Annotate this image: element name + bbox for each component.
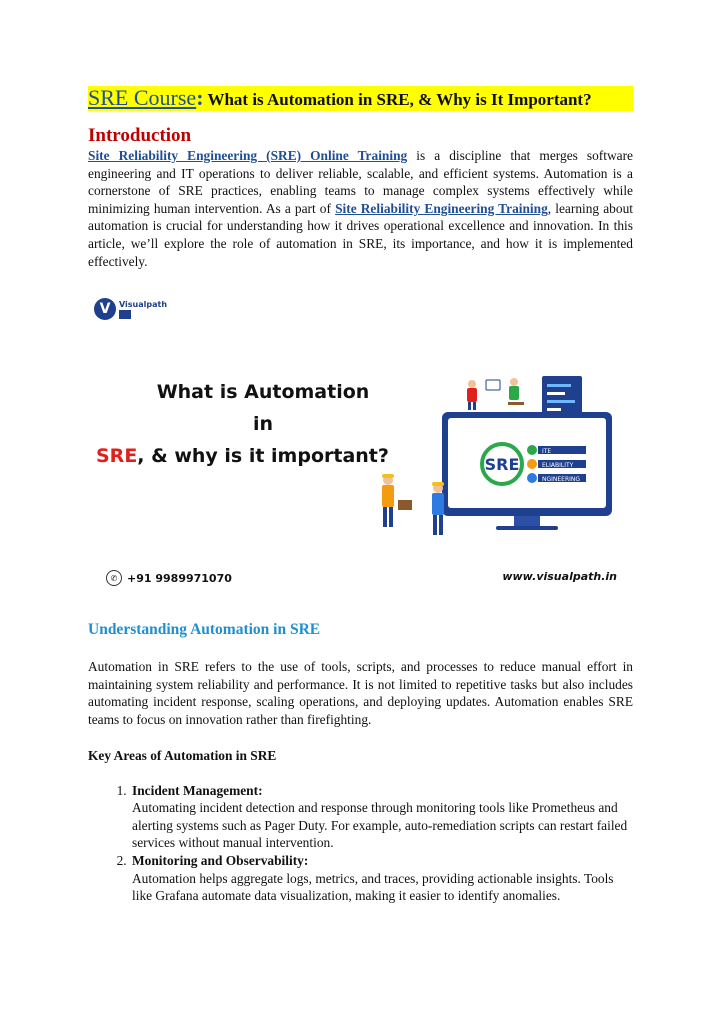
intro-text-2: , learning about automation is crucial for understanding how it drives operational excellence and innovation. In this article, we’ll explore the role of automation in SRE, its importance, and how it is implemented effectively. <box>88 200 633 269</box>
banner-heading-line2: in <box>252 413 274 436</box>
intro-text-1: is a discipline that merges software engineering and IT operations to deliver reliable, scalable, and efficient systems. Automation is a cornerstone of SRE practices, enabling teams to manage complex systems effectively while minimizing human intervention. As a part of <box>88 148 634 216</box>
list-item-desc: Automating incident detection and response through monitoring tools like Prometheus and alerting systems such as Pager Duty. For example, auto-remediation scripts can restart failed services without manual intervention. <box>132 800 628 851</box>
logo-name: Visualpath <box>119 299 168 309</box>
introduction-heading: Introduction <box>88 125 192 146</box>
monitor-sre-text: SRE <box>484 455 520 475</box>
list-item <box>130 852 633 905</box>
understanding-heading: Understanding Automation in SRE <box>88 621 321 639</box>
understanding-paragraph: Automation in SRE refers to the use of tools, scripts, and processes to reduce manual effort in maintaining system reliability and performance. It is not limited to repetitive tasks but also includes automating incident response, scaling operations, and deploying updates. Automation enables SRE teams to focus on innovation rather than firefighting. <box>88 659 633 727</box>
banner-heading-sre: SRE <box>96 445 138 468</box>
list-item-title: 2. Monitoring and Observability: <box>132 852 309 868</box>
website-url: www.visualpath.in <box>502 570 617 584</box>
title-colon: : <box>196 85 204 110</box>
sre-training-link[interactable]: Site Reliability Engineering Training <box>335 200 548 216</box>
logo-tag <box>119 310 131 319</box>
sre-online-training-link[interactable]: Site Reliability Engineering (SRE) Online Training <box>88 148 408 163</box>
monitor-site-text: ITE <box>542 448 552 456</box>
logo-mark-icon: V <box>94 298 116 320</box>
title-text: What is Automation in SRE, & Why is It Important? <box>203 90 592 109</box>
key-areas-heading: Key Areas of Automation in SRE <box>88 747 277 763</box>
banner-heading <box>88 376 438 472</box>
monitor-engineering-text: NGINEERING <box>542 476 581 484</box>
phone-icon: ✆ <box>106 570 122 586</box>
phone-contact <box>106 570 232 586</box>
monitor-reliability-text: ELIABILITY <box>542 462 574 470</box>
list-item <box>130 782 633 852</box>
list-item-title: 1. Incident Management: <box>132 782 263 798</box>
banner-heading-line1: What is Automation <box>156 381 370 404</box>
page-title <box>88 86 633 111</box>
visualpath-logo <box>94 298 167 320</box>
banner-image <box>88 290 633 596</box>
document-page <box>88 86 633 905</box>
introduction-paragraph <box>88 147 633 270</box>
list-item-desc: Automation helps aggregate logs, metrics, and traces, providing actionable insights. Tools like Grafana automate data visualization, making it easier to identify anomalies. <box>132 870 614 904</box>
workers-illustration <box>368 470 468 550</box>
phone-number: +91 9989971070 <box>127 571 232 585</box>
title-course-link[interactable]: SRE Course <box>88 85 197 110</box>
key-areas-list <box>88 782 633 905</box>
banner-heading-line3: , & why is it important? <box>137 445 389 468</box>
